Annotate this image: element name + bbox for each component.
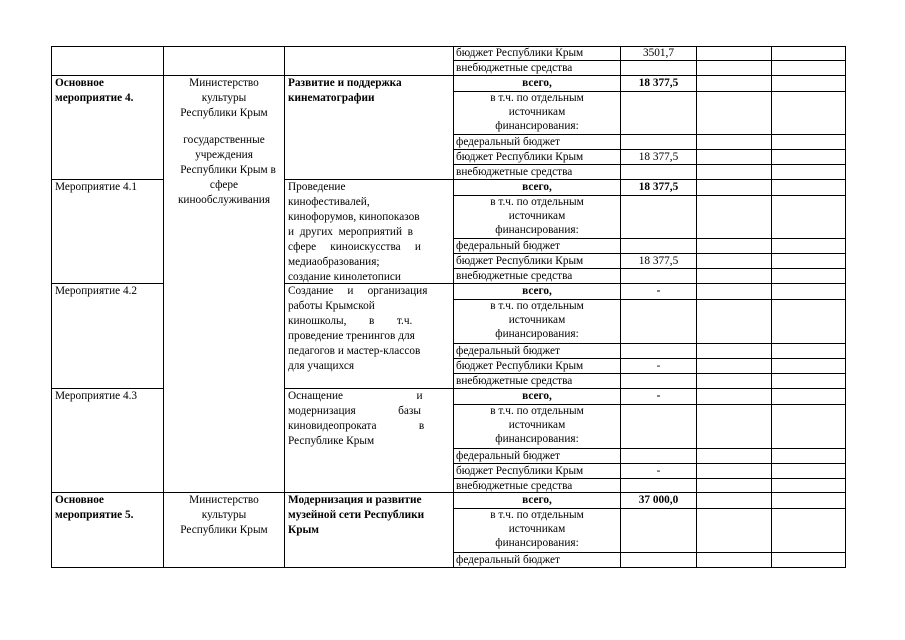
measure-desc: кинофестивалей, (288, 196, 370, 208)
measure-title: кинематографии (288, 92, 375, 104)
source-label: финансирования: (495, 433, 579, 445)
measure-title: Развитие и поддержка (288, 77, 402, 89)
source-label: источникам (508, 314, 566, 326)
source-label: в т.ч. по отдельным (490, 405, 584, 417)
grid-line (51, 46, 52, 568)
source-label: федеральный бюджет (456, 240, 560, 252)
source-label: бюджет Республики Крым (456, 255, 584, 267)
row-title: мероприятие 4. (55, 92, 134, 104)
row-title: Мероприятие 4.1 (55, 181, 138, 193)
row-title: Основное (55, 77, 104, 89)
executor-text: Министерство (189, 494, 259, 506)
source-label: федеральный бюджет (456, 136, 560, 148)
executor-text: кинообслуживания (177, 194, 271, 206)
source-label: в т.ч. по отдельным (490, 300, 584, 312)
measure-desc: для учащихся (288, 360, 355, 372)
amount: - (656, 465, 661, 477)
measure-desc: Оснащение и (288, 390, 423, 402)
grid-line (845, 46, 846, 568)
grid-line (51, 46, 846, 47)
source-label: финансирования: (495, 224, 579, 236)
source-label: финансирования: (495, 537, 579, 549)
measure-desc: и других мероприятий в (288, 226, 413, 238)
amount: 18 377,5 (638, 181, 679, 193)
source-label: всего, (522, 77, 552, 89)
source-label: источникам (508, 106, 566, 118)
measure-desc: Проведение (288, 181, 346, 193)
amount: - (656, 360, 661, 372)
executor-text: Республики Крым (180, 107, 268, 119)
source-label: источникам (508, 419, 566, 431)
source-label: бюджет Республики Крым (456, 465, 584, 477)
amount: - (656, 390, 661, 402)
source-label: в т.ч. по отдельным (490, 92, 584, 104)
source-label: федеральный бюджет (456, 554, 560, 566)
measure-desc: работы Крымской (288, 300, 375, 312)
measure-title: Модернизация и развитие (288, 494, 422, 506)
executor-text: сфере (209, 179, 239, 191)
row-title: мероприятие 5. (55, 509, 134, 521)
source-label: бюджет Республики Крым (456, 47, 584, 59)
executor-text: учреждения (195, 149, 253, 161)
executor-text: Республики Крым в (180, 164, 276, 176)
source-label: всего, (522, 181, 552, 193)
source-label: бюджет Республики Крым (456, 151, 584, 163)
source-label: внебюджетные средства (456, 480, 573, 492)
amount: 18 377,5 (638, 255, 679, 267)
measure-desc: киношколы, в т.ч. (288, 315, 413, 327)
source-label: внебюджетные средства (456, 62, 573, 74)
source-label: бюджет Республики Крым (456, 360, 584, 372)
measure-desc: педагогов и мастер-классов (288, 345, 421, 357)
source-label: всего, (522, 494, 552, 506)
measure-desc: модернизация базы (288, 405, 421, 417)
executor-text: Республики Крым (180, 524, 268, 536)
source-label: внебюджетные средства (456, 270, 573, 282)
row-title: Основное (55, 494, 104, 506)
grid-line (163, 46, 164, 568)
measure-desc: киновидеопроката в (288, 420, 425, 432)
executor-text: Министерство (189, 77, 259, 89)
row-title: Мероприятие 4.3 (55, 390, 138, 402)
source-label: источникам (508, 210, 566, 222)
amount: 37 000,0 (638, 494, 679, 506)
measure-title: музейной сети Республики (288, 509, 425, 521)
amount: 3501,7 (642, 47, 675, 59)
executor-text: культуры (201, 92, 247, 104)
measure-desc: кинофорумов, кинопоказов (288, 211, 420, 223)
executor-text: культуры (201, 509, 247, 521)
amount: 18 377,5 (638, 77, 679, 89)
source-label: всего, (522, 390, 552, 402)
source-label: финансирования: (495, 328, 579, 340)
source-label: в т.ч. по отдельным (490, 509, 584, 521)
source-label: федеральный бюджет (456, 450, 560, 462)
measure-title: Крым (288, 524, 319, 536)
grid-line (696, 46, 697, 568)
measure-desc: Республике Крым (288, 435, 375, 447)
source-label: внебюджетные средства (456, 166, 573, 178)
grid-line (51, 567, 846, 568)
measure-desc: Создание и организация (288, 285, 428, 297)
amount: 18 377,5 (638, 151, 679, 163)
source-label: финансирования: (495, 120, 579, 132)
source-label: источникам (508, 523, 566, 535)
executor-text: государственные (183, 134, 265, 146)
source-label: внебюджетные средства (456, 375, 573, 387)
source-label: федеральный бюджет (456, 345, 560, 357)
grid-line (620, 46, 621, 568)
measure-desc: сфере киноискусства и (288, 241, 421, 253)
source-label: всего, (522, 285, 552, 297)
source-label: в т.ч. по отдельным (490, 196, 584, 208)
row-title: Мероприятие 4.2 (55, 285, 138, 297)
grid-line (771, 46, 772, 568)
grid-line (284, 46, 285, 568)
measure-desc: проведение тренингов для (288, 330, 415, 342)
measure-desc: создание кинолетописи (288, 271, 401, 283)
measure-desc: медиаобразования; (288, 256, 380, 268)
amount: - (656, 285, 661, 297)
